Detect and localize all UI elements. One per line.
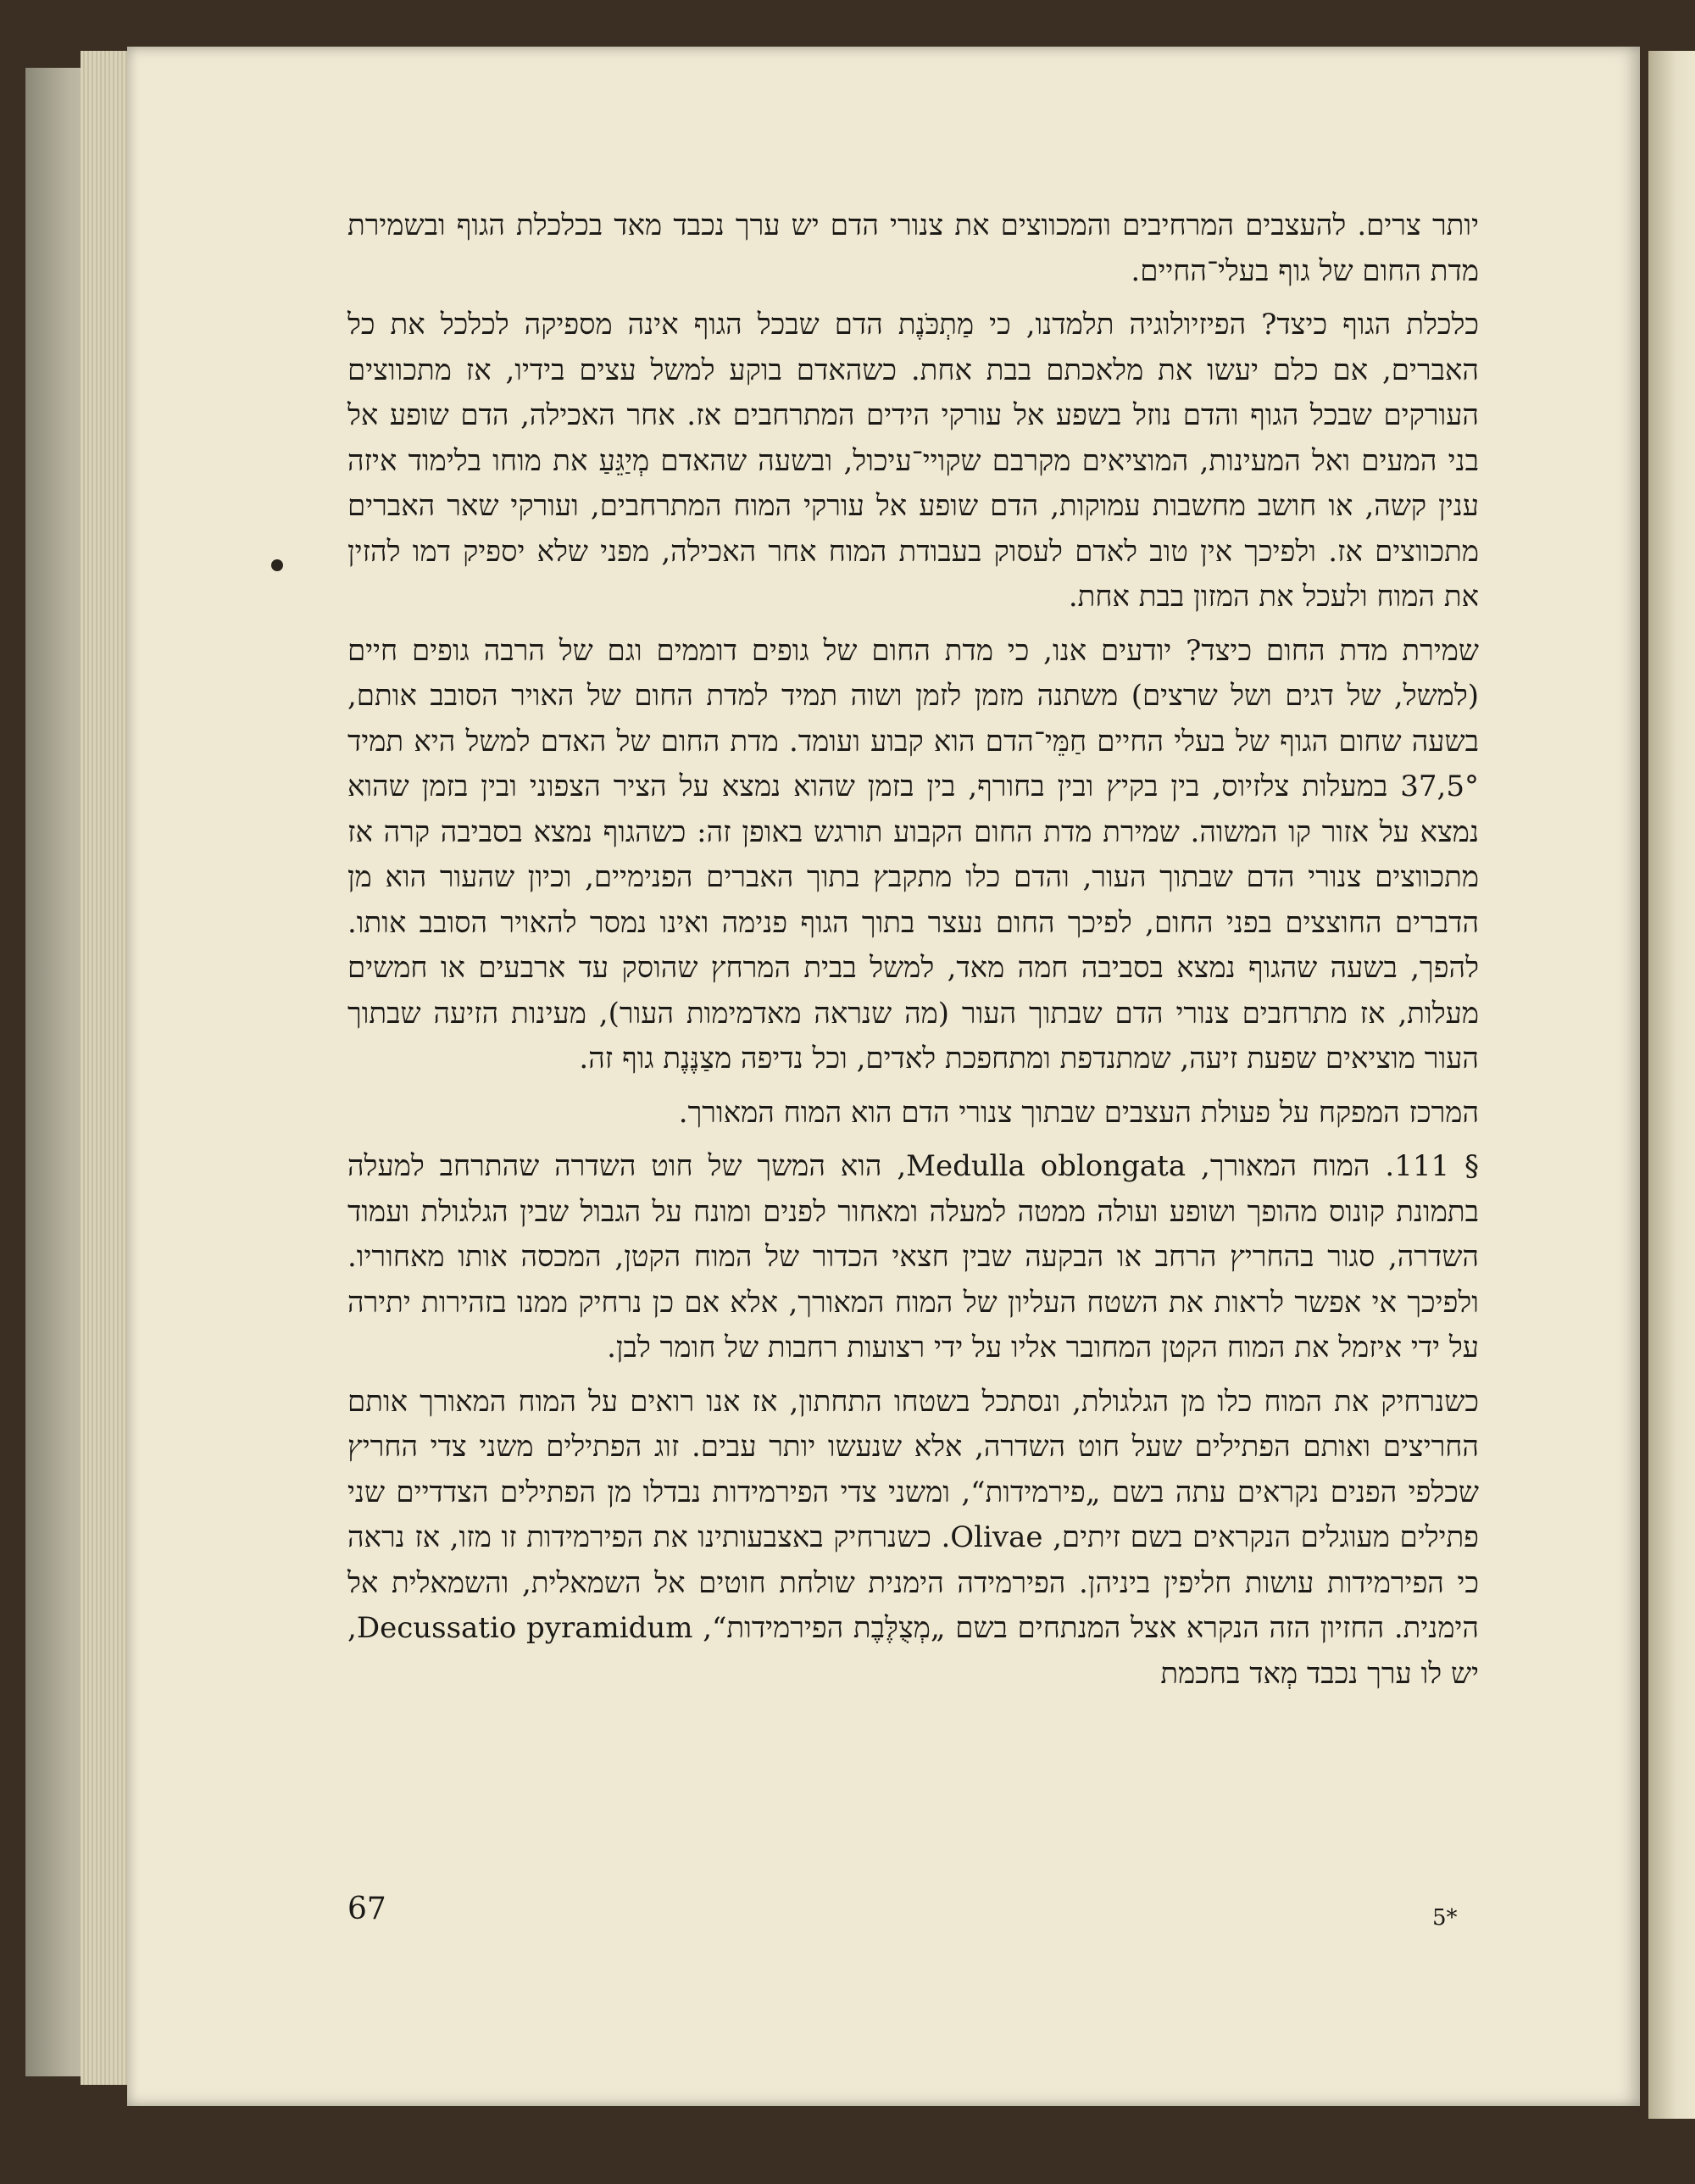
paragraph-3: שמירת מדת החום כיצד? יודעים אנו, כי מדת החום של גופים דוממים וגם של הרבה גופים חיים (למשל, של דגים ושל שרצים) משתנה מזמן לזמן ושוה תמיד למדת החום של האויר הסובב אותם, בשעה שחום הגוף של בעלי החיים חַמֵּי־הדם הוא קבוע ועומד. מדת החום של האדם למשל היא תמיד 37,5° במעלות צלזיוס, בין בקיץ ובין בחורף, בין בזמן שהוא נמצא על הציר הצפוני ובין בזמן שהוא נמצא על אזור קו המשוה. שמירת מדת החום הקבוע תורגש באופן זה: כשהגוף נמצא בסביבה קרה אז מתכווצים צנורי הדם שבתוך העור, והדם כלו מתקבץ בתוך האברים הפנימיים, וכיון שהעור הוא מן הדברים החוצצים בפני החום, לפיכך החום נעצר בתוך הגוף פנימה ואינו נמסר להאויר הסובב אותו. להפך, בשעה שהגוף נמצא בסביבה חמה מאד, למשל בבית המרחץ שהוסק עד ארבעים או חמשים מעלות, אז מתרחבים צנורי הדם שבתוך העור (מה שנראה מאדמימות העור), מעינות הזיעה שבתוך העור מוציאים שפעת זיעה, שמתנדפת ומתחפכת לאדים, וכל נדיפה מצַנֶּנֶת גוף זה. [347, 633, 1479, 1075]
paragraph-2: כלכלת הגוף כיצד? הפיזיולוגיה תלמדנו, כי מַתְכֹּנֶת הדם שבכל הגוף אינה מספיקה לכלכל את כל האברים, אם כלם יעשו את מלאכתם בבת אחת. כשהאדם בוקע למשל עצים בידיו, אז מתכווצים העורקים שבכל הגוף והדם נוזל בשפע אל עורקי הידים המתרחבים אז. אחר האכילה, הדם שופע אל בני המעים ואל המעינות, המוציאים מקרבם שקויי־עיכול, ובשעה שהאדם מְיַגֵּעַ את מוחו בלימוד איזה ענין קשה, או חושב מחשבות עמוקות, הדם שופע אל עורקי המוח המתרחבים, ועורקי שאר האברים מתכווצים אז. ולפיכך אין טוב לאדם לעסוק בעבודת המוח אחר האכילה, מפני שלא יספיק דמו להזין את המוח ולעכל את המזון בבת אחת. [347, 308, 1479, 614]
signature-mark: 5* [1432, 1905, 1458, 1931]
page-number: 67 [347, 1892, 386, 1926]
paragraph-5-section-111: § 111. המוח המאורך, Medulla oblongata, הוא המשך של חוט השדרה שהתרחב למעלה בתמונת קונוס מהופך ושופע ועולה ממטה למעלה ומאחור לפנים ומונח על הגבול שבין הגלגולת ועמוד השדרה, סגור בהחריץ הרחב או הבקעה שבין חצאי הכדור של המוח הקטן, המכסה אותו מאחוריו. ולפיכך אי אפשר לראות את השטח העליון של המוח המאורך, אלא אם כן נרחיק ממנו בזהירות יתירה על ידי איזמל את המוח הקטן המחובר אליו על ידי רצועות רחבות של חומר לבן. [347, 1149, 1479, 1364]
ink-spot [271, 559, 283, 571]
body-text [347, 203, 1479, 1705]
paragraph-4: המרכז המפקח על פעולת העצבים שבתוך צנורי הדם הוא המוח המאורך. [678, 1095, 1479, 1130]
paragraph-1: יותר צרים. להעצבים המרחיבים והמכווצים את צנורי הדם יש ערך נכבד מאד בכלכלת הגוף ובשמירת מדת החום של גוף בעלי־החיים. [347, 208, 1479, 288]
facing-page-edge [1648, 51, 1695, 2119]
paragraph-6: כשנרחיק את המוח כלו מן הגלגולת, ונסתכל בשטחו התחתון, אז אנו רואים על המוח המאורך אותם החריצים ואותם הפתילים שעל חוט השדרה, אלא שנעשו יותר עבים. זוג הפתילים משני צדי החריץ שכלפי הפנים נקראים עתה בשם „פירמידות“, ומשני צדי הפירמידות נבדלו מן הפתילים הצדדיים שני פתילים מעוגלים הנקראים בשם זיתים, Olivae. כשנרחיק באצבעותינו את הפירמידות זו מזו, אז נראה כי הפירמידות עושות חליפין ביניהן. הפירמידה הימנית שולחת חוטים אל השמאלית, והשמאלית אל הימנית. החזיון הזה הנקרא אצל המנתחים בשם „מְצֻלֶּבֶת הפירמידות“, Decussatio pyramidum, יש לו ערך נכבד מְאד בחכמת [347, 1384, 1480, 1691]
